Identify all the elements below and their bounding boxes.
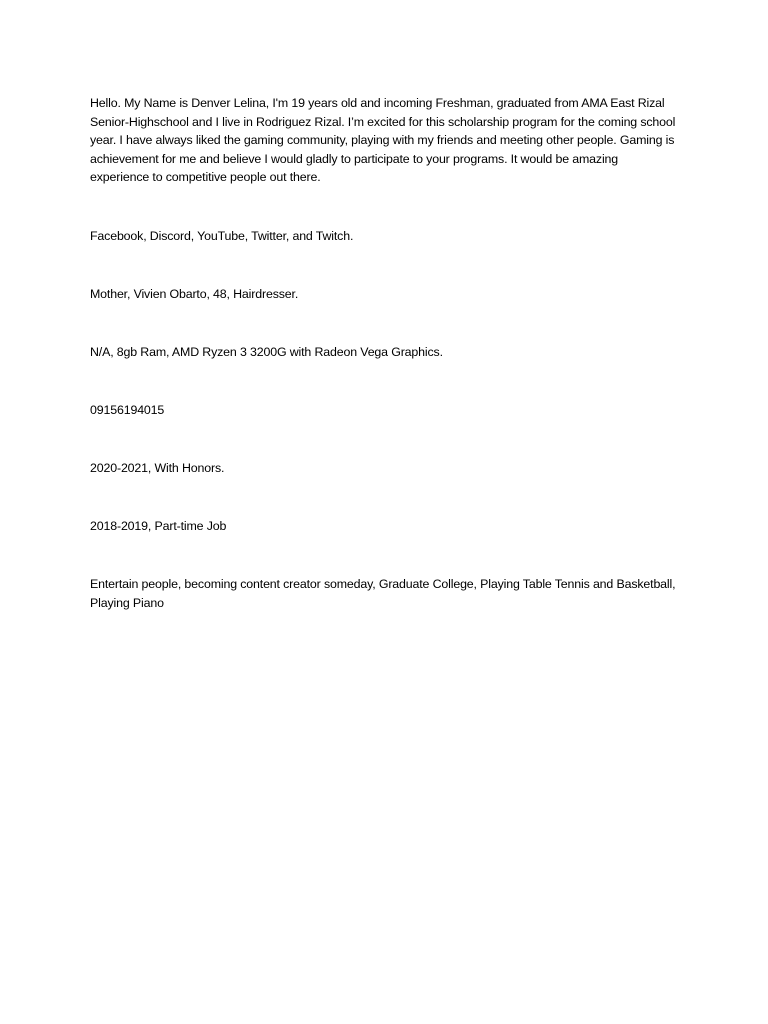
academic-award-answer: 2020-2021, With Honors. — [90, 461, 225, 475]
work-experience-answer: 2018-2019, Part-time Job — [90, 519, 227, 533]
phone-number-answer: 09156194015 — [90, 403, 165, 417]
computer-specs-answer: N/A, 8gb Ram, AMD Ryzen 3 3200G with Radeon Vega Graphics. — [90, 345, 443, 359]
guardian-answer: Mother, Vivien Obarto, 48, Hairdresser. — [90, 287, 299, 301]
goals-hobbies-answer: Entertain people, becoming content creator someday, Graduate College, Playing Table Tennis and Basketball, Playing Piano — [90, 577, 676, 610]
social-media-answer: Facebook, Discord, YouTube, Twitter, and Twitch. — [90, 229, 354, 243]
introduction-paragraph: Hello. My Name is Denver Lelina, I'm 19 years old and incoming Freshman, graduated from AMA East Rizal Senior-Highschool and I live in Rodriguez Rizal. I’m excited for this scholarship program for the coming school year. I have always liked the gaming community, playing with my friends and meeting other people. Gaming is achievement for me and believe I would gladly to participate to your programs. It would be amazing experience to competitive people out there. — [90, 96, 676, 184]
